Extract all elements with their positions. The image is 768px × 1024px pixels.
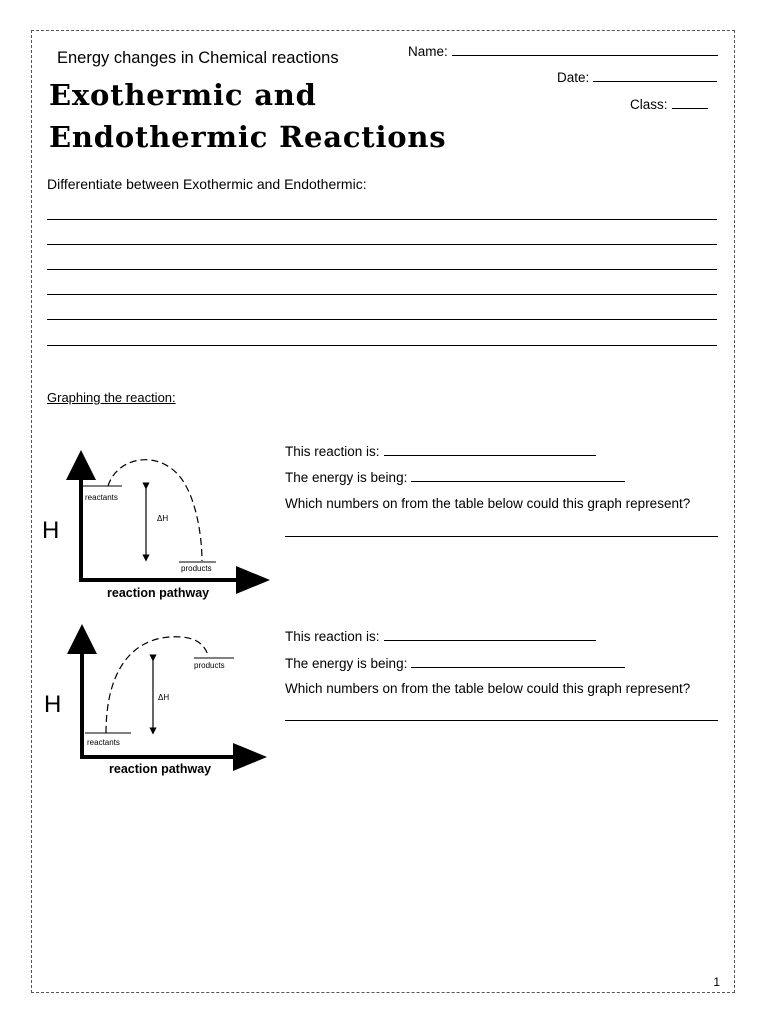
answer-line[interactable] — [47, 294, 717, 295]
y-axis-arrowhead — [66, 450, 96, 480]
energy-curve — [108, 460, 202, 561]
answer-line[interactable] — [47, 219, 717, 220]
answer-blank[interactable] — [411, 655, 625, 668]
reactants-label: reactants — [87, 738, 120, 747]
worksheet-subtitle: Energy changes in Chemical reactions — [57, 49, 339, 67]
question-reaction-type-1: This reaction is: — [285, 443, 596, 459]
class-label: Class: — [630, 97, 668, 112]
answer-blank[interactable] — [411, 469, 625, 482]
differentiate-prompt: Differentiate between Exothermic and Endothermic: — [47, 176, 367, 192]
products-label: products — [181, 564, 212, 573]
x-axis-label: reaction pathway — [107, 586, 210, 600]
answer-line[interactable] — [47, 319, 717, 320]
question-energy-2: The energy is being: — [285, 655, 625, 671]
energy-diagram-1 — [36, 446, 276, 606]
graphing-section-title: Graphing the reaction: — [47, 390, 176, 405]
question-numbers-1: Which numbers on from the table below could this graph represent? — [285, 496, 691, 511]
energy-diagram-2 — [36, 620, 276, 780]
answer-line[interactable] — [285, 536, 718, 537]
question-energy-1: The energy is being: — [285, 469, 625, 485]
y-axis-label: H — [42, 517, 60, 544]
page-number: 1 — [713, 975, 720, 989]
y-axis-arrowhead — [67, 624, 97, 654]
answer-line[interactable] — [47, 269, 717, 270]
name-label: Name: — [408, 44, 448, 59]
date-blank[interactable] — [593, 69, 717, 82]
delta-h-label: ΔH — [157, 514, 169, 523]
delta-h-label: ΔH — [158, 693, 170, 702]
x-axis-label: reaction pathway — [109, 762, 212, 776]
answer-line[interactable] — [47, 345, 717, 346]
name-field[interactable] — [408, 43, 718, 59]
answer-blank[interactable] — [384, 628, 596, 641]
answer-line[interactable] — [285, 720, 718, 721]
class-field[interactable] — [630, 96, 708, 112]
x-axis-arrowhead — [233, 743, 267, 771]
question-numbers-2: Which numbers on from the table below could this graph represent? — [285, 681, 691, 696]
x-axis-arrowhead — [236, 566, 270, 594]
question-reaction-type-2: This reaction is: — [285, 628, 596, 644]
date-field[interactable] — [557, 69, 717, 85]
products-label: products — [194, 661, 225, 670]
reactants-label: reactants — [85, 493, 118, 502]
date-label: Date: — [557, 70, 590, 85]
answer-blank[interactable] — [384, 443, 596, 456]
name-blank[interactable] — [452, 43, 718, 56]
class-blank[interactable] — [672, 96, 708, 109]
y-axis-label: H — [44, 691, 62, 718]
energy-curve — [106, 637, 208, 733]
worksheet-title-line1: Exothermic and — [49, 78, 317, 112]
worksheet-title-line2: Endothermic Reactions — [49, 120, 447, 154]
answer-line[interactable] — [47, 244, 717, 245]
